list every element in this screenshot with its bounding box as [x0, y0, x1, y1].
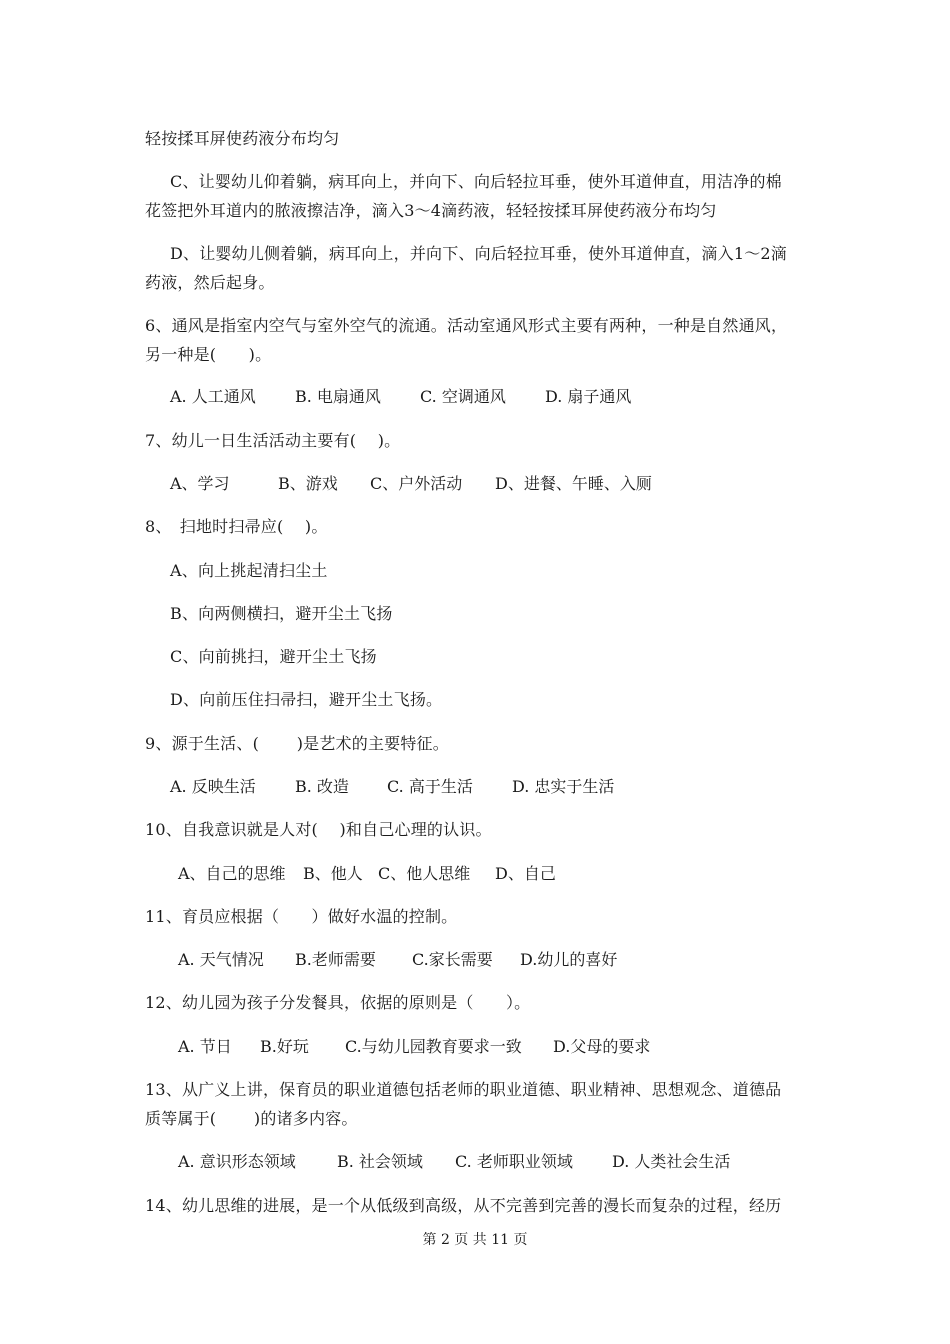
option-a: A、学习	[170, 474, 230, 493]
option-c: C、户外活动	[370, 474, 463, 493]
question-12: 12、幼儿园为孩子分发餐具，依据的原则是（ ）。	[145, 993, 531, 1012]
option-d-line-1: D、让婴幼儿侧着躺，病耳向上，并向下、向后轻拉耳垂，使外耳道伸直，滴入1～2滴	[170, 244, 787, 263]
option-c-line-1: C、让婴幼儿仰着躺，病耳向上，并向下、向后轻拉耳垂，使外耳道伸直，用洁净的棉	[170, 172, 782, 191]
question-13-line-2: 质等属于( )的诸多内容。	[145, 1109, 358, 1128]
option-b: B. 社会领域	[337, 1152, 423, 1171]
page-footer	[0, 1231, 950, 1249]
option-a: A. 人工通风	[170, 387, 256, 406]
option-d: D、进餐、午睡、入厕	[495, 474, 652, 493]
question-8-option-d: D、向前压住扫帚扫，避开尘土飞扬。	[170, 690, 443, 709]
option-c: C. 高于生活	[387, 777, 473, 796]
option-a: A. 天气情况	[178, 950, 264, 969]
question-10: 10、自我意识就是人对( )和自己心理的认识。	[145, 820, 492, 839]
option-b: B. 改造	[295, 777, 349, 796]
option-a: A. 节日	[178, 1037, 232, 1056]
option-b: B、游戏	[278, 474, 338, 493]
question-13-line-1: 13、从广义上讲，保育员的职业道德包括老师的职业道德、职业精神、思想观念、道德品	[145, 1080, 782, 1099]
question-6-line-1: 6、通风是指室内空气与室外空气的流通。活动室通风形式主要有两种，一种是自然通风，	[145, 316, 788, 335]
option-d: D. 忠实于生活	[512, 777, 615, 796]
option-d-line-2: 药液，然后起身。	[145, 273, 275, 292]
option-c: C.家长需要	[412, 950, 493, 969]
option-a: A、自己的思维	[178, 864, 286, 883]
option-d: D.幼儿的喜好	[520, 950, 618, 969]
option-b: B、他人	[303, 864, 363, 883]
question-7: 7、幼儿一日生活活动主要有( )。	[145, 431, 401, 450]
option-d: D. 人类社会生活	[612, 1152, 731, 1171]
option-b: B.好玩	[260, 1037, 309, 1056]
page-number: 第 2 页 共 11 页	[422, 1232, 528, 1248]
option-d: D. 扇子通风	[545, 387, 632, 406]
option-b: B.老师需要	[295, 950, 376, 969]
question-8-option-c: C、向前挑扫，避开尘土飞扬	[170, 647, 377, 666]
question-8: 8、 扫地时扫帚应( )。	[145, 517, 328, 536]
option-c: C. 老师职业领域	[455, 1152, 573, 1171]
option-c: C.与幼儿园教育要求一致	[345, 1037, 522, 1056]
option-c: C、他人思维	[378, 864, 471, 883]
option-d: D.父母的要求	[553, 1037, 651, 1056]
option-a: A. 反映生活	[170, 777, 256, 796]
text-line: 轻按揉耳屏使药液分布均匀	[145, 129, 340, 148]
option-a: A. 意识形态领域	[178, 1152, 296, 1171]
question-9: 9、源于生活、( )是艺术的主要特征。	[145, 734, 449, 753]
option-b: B. 电扇通风	[295, 387, 381, 406]
option-c: C. 空调通风	[420, 387, 506, 406]
question-8-option-a: A、向上挑起清扫尘土	[170, 561, 328, 580]
question-14: 14、幼儿思维的进展，是一个从低级到高级，从不完善到完善的漫长而复杂的过程，经历	[145, 1196, 782, 1215]
option-d: D、自己	[495, 864, 556, 883]
question-8-option-b: B、向两侧横扫，避开尘土飞扬	[170, 604, 393, 623]
option-c-line-2: 花签把外耳道内的脓液擦洁净，滴入3～4滴药液，轻轻按揉耳屏使药液分布均匀	[145, 201, 717, 220]
question-11: 11、育员应根据（ ）做好水温的控制。	[145, 907, 458, 926]
question-6-line-2: 另一种是( )。	[145, 345, 272, 364]
